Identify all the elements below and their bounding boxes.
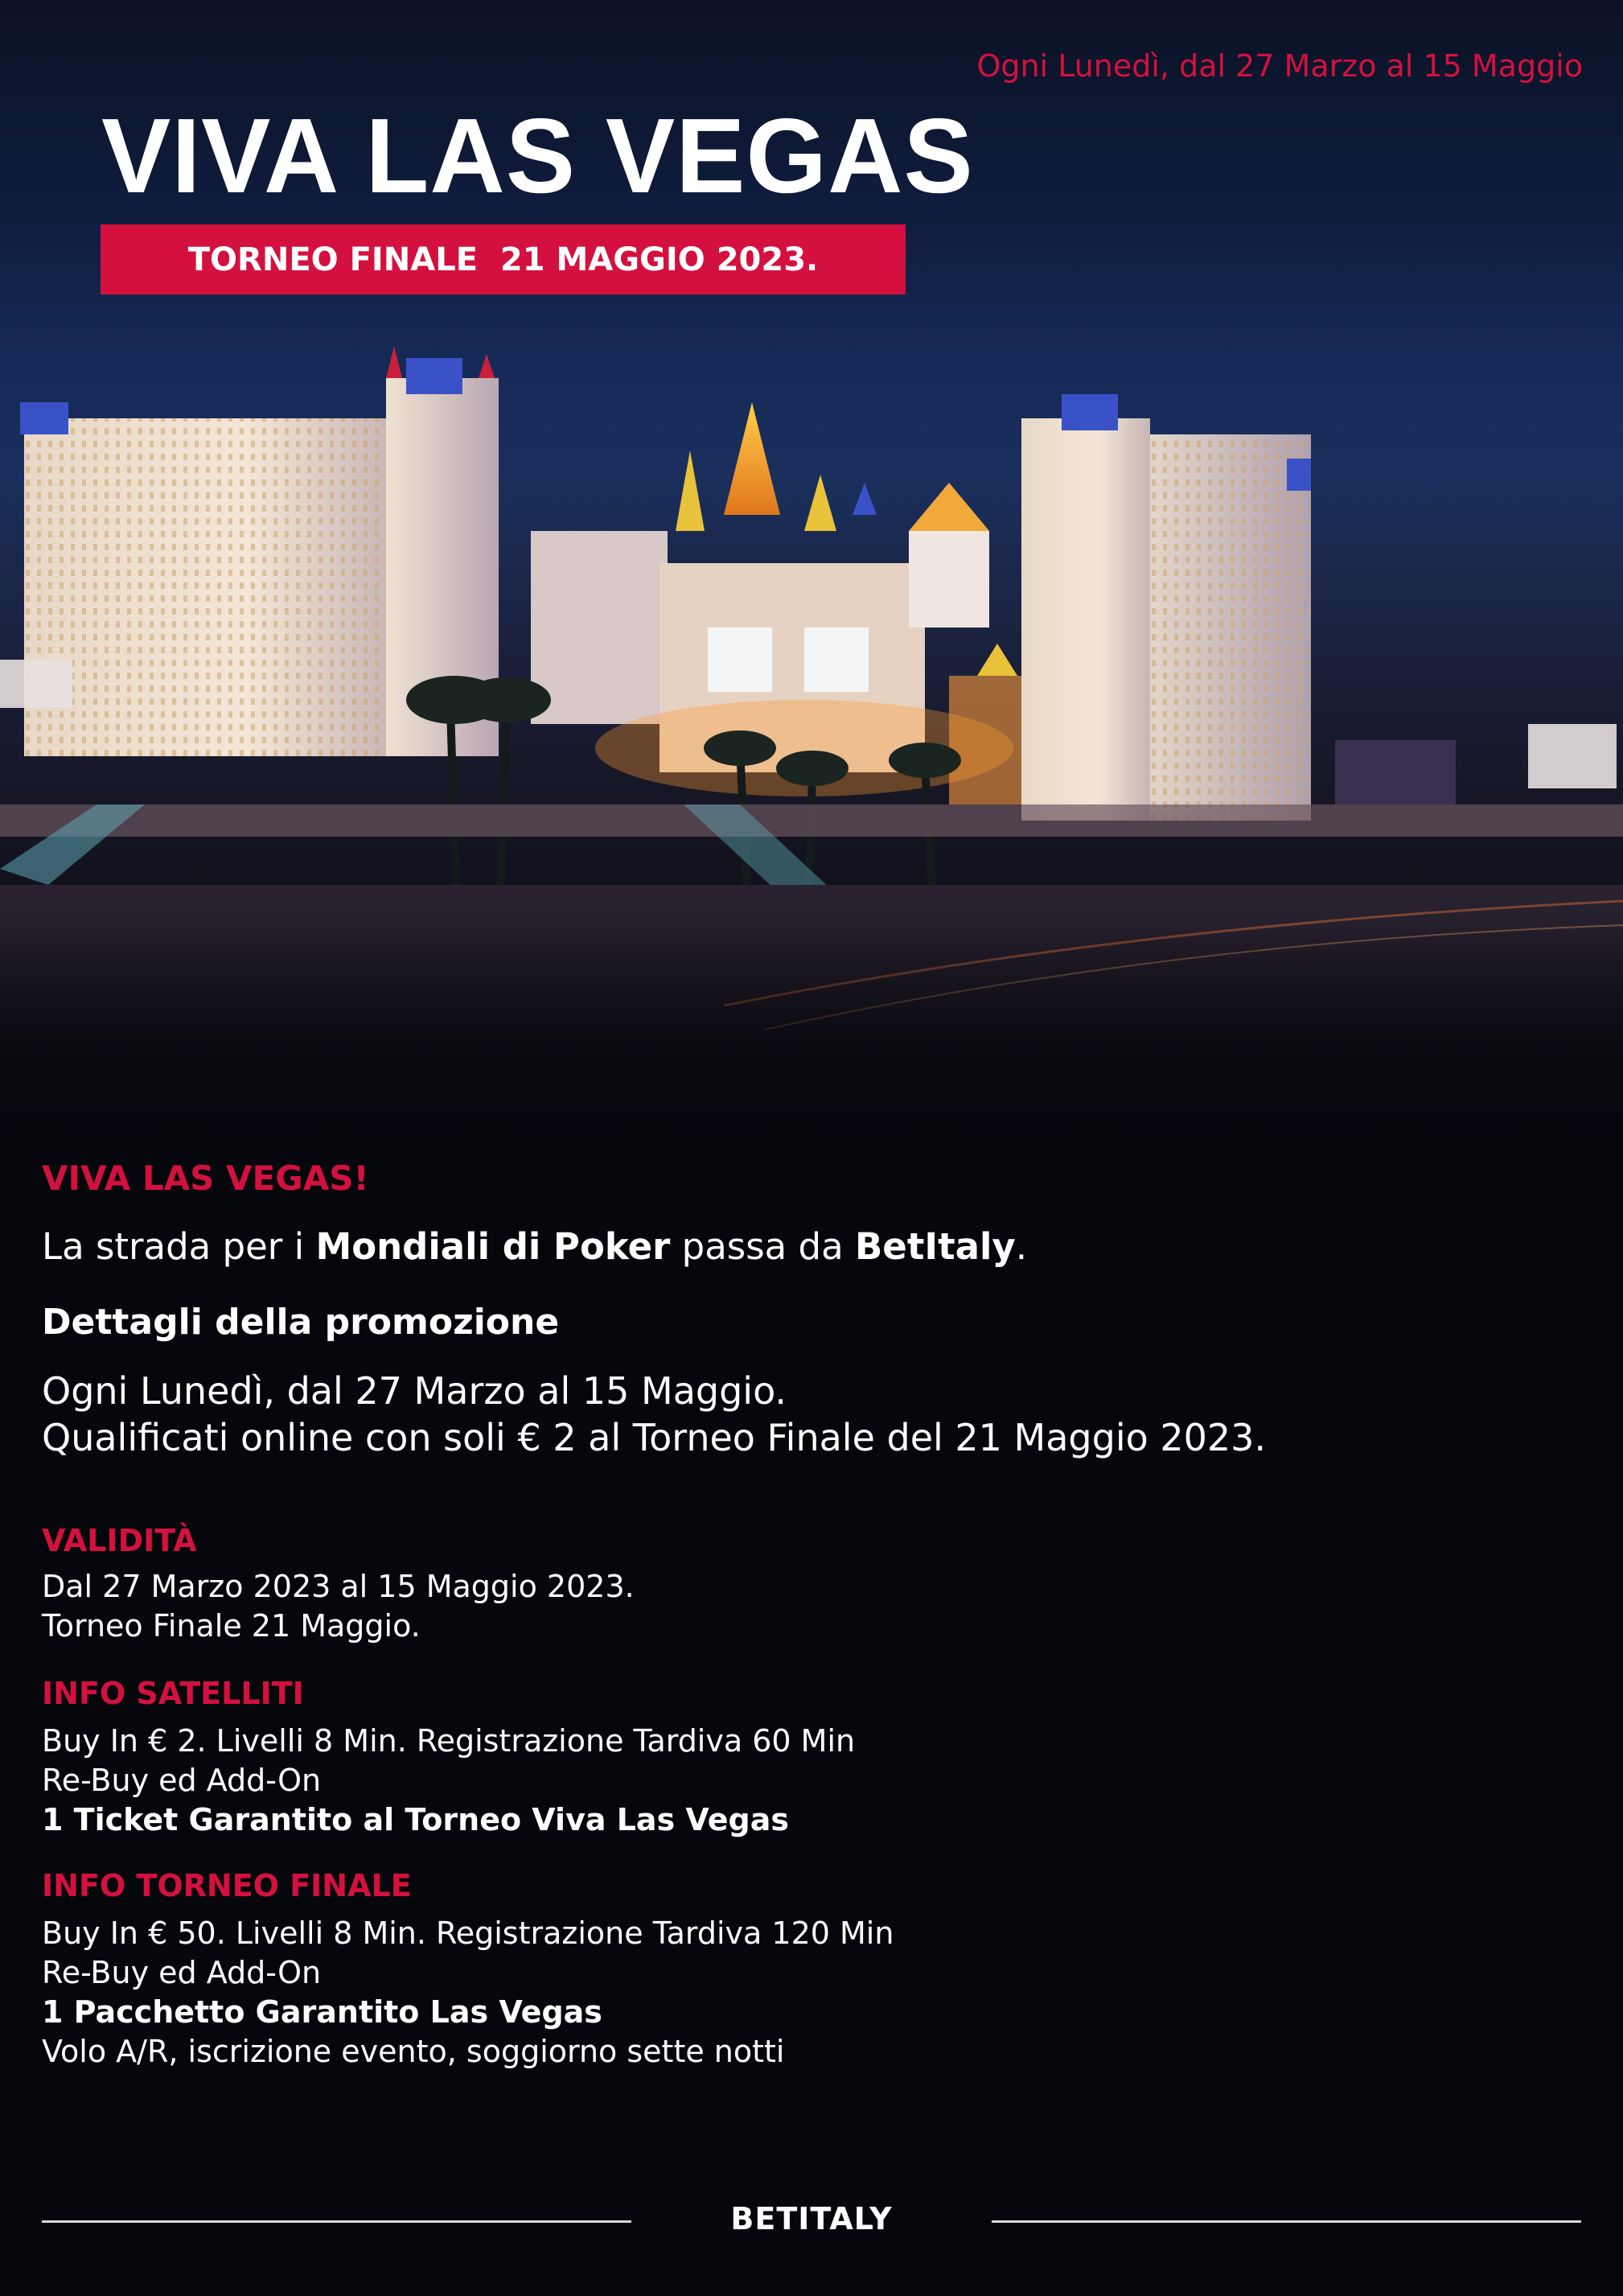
intro-suffix: . bbox=[1015, 1225, 1028, 1268]
intro-prefix: La strada per i bbox=[42, 1225, 316, 1268]
validity-body bbox=[42, 1567, 635, 1646]
final-prize: 1 Pacchetto Garantito Las Vegas bbox=[42, 1994, 602, 2030]
page-title: VIVA LAS VEGAS bbox=[101, 97, 974, 215]
final-prize-details: Volo A/R, iscrizione evento, soggiorno sette notti bbox=[42, 2034, 785, 2069]
satellites-prize: 1 Ticket Garantito al Torneo Viva Las Vegas bbox=[42, 1802, 789, 1837]
details-heading: Dettagli della promozione bbox=[42, 1302, 560, 1343]
final-line: Buy In € 50. Livelli 8 Min. Registrazione Tardiva 120 Min bbox=[42, 1915, 894, 1951]
promo-date-range: Ogni Lunedì, dal 27 Marzo al 15 Maggio bbox=[976, 48, 1583, 84]
intro-bold-poker: Mondiali di Poker bbox=[315, 1225, 671, 1268]
satellites-body bbox=[42, 1722, 855, 1840]
final-tournament-body bbox=[42, 1914, 894, 2072]
satellites-heading: INFO SATELLITI bbox=[42, 1676, 304, 1711]
intro-heading: VIVA LAS VEGAS! bbox=[42, 1158, 369, 1198]
intro-text bbox=[42, 1225, 1027, 1268]
details-line: Ogni Lunedì, dal 27 Marzo al 15 Maggio. bbox=[42, 1369, 787, 1413]
final-line: Re-Buy ed Add-On bbox=[42, 1955, 322, 1990]
intro-bold-brand: BetItaly bbox=[855, 1225, 1016, 1268]
validity-line: Torneo Finale 21 Maggio. bbox=[42, 1608, 421, 1644]
validity-heading: VALIDITÀ bbox=[42, 1523, 197, 1558]
satellites-line: Buy In € 2. Livelli 8 Min. Registrazione Tardiva 60 Min bbox=[42, 1723, 856, 1759]
details-line: Qualificati online con soli € 2 al Torneo Finale del 21 Maggio 2023. bbox=[42, 1416, 1267, 1459]
validity-line: Dal 27 Marzo 2023 al 15 Maggio 2023. bbox=[42, 1569, 635, 1604]
intro-mid: passa da bbox=[670, 1225, 855, 1268]
final-tournament-banner: TORNEO FINALE 21 MAGGIO 2023. bbox=[101, 224, 906, 294]
footer-brand: BETITALY bbox=[730, 2201, 893, 2236]
final-tournament-heading: INFO TORNEO FINALE bbox=[42, 1868, 412, 1903]
details-body bbox=[42, 1368, 1266, 1461]
satellites-line: Re-Buy ed Add-On bbox=[42, 1763, 322, 1798]
